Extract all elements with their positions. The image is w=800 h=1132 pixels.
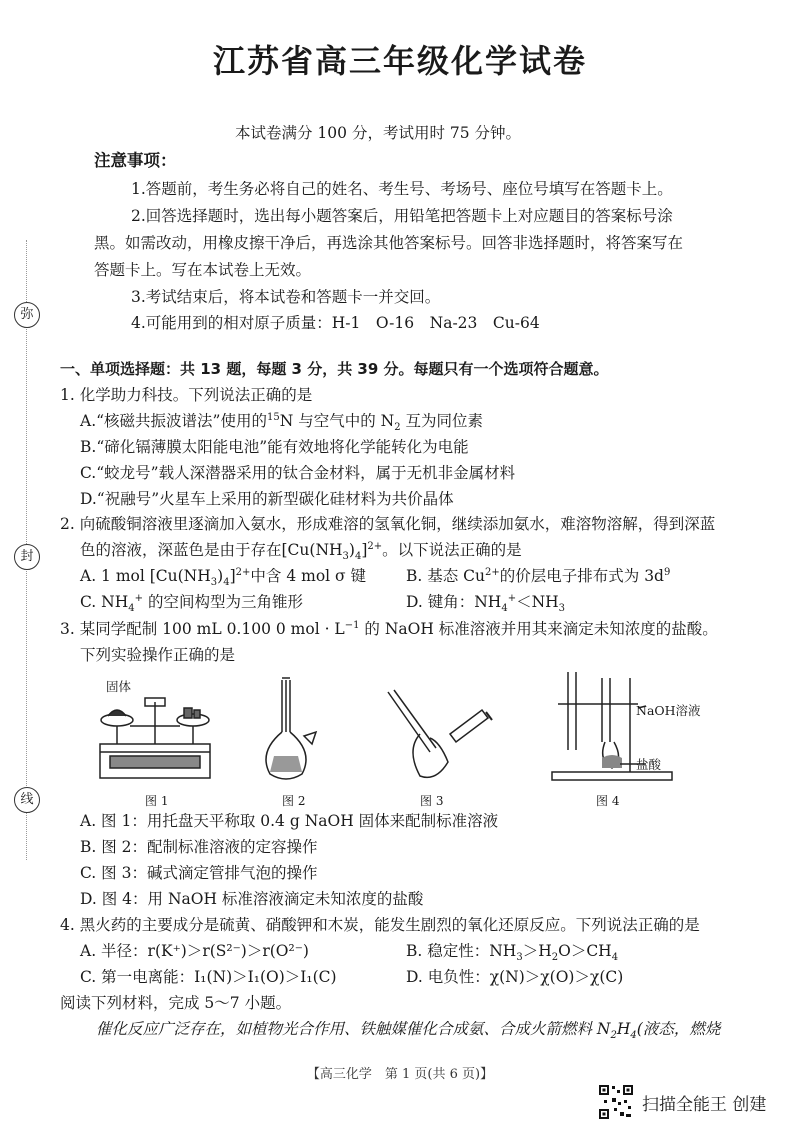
notice-item-1: 1.答题前，考生务必将自己的姓名、考生号、考场号、座位号填写在答题卡上。 [131, 180, 673, 198]
q3-stem-line2: 下列实验操作正确的是 [80, 646, 236, 664]
q1-option-c: C.“蛟龙号”载人深潜器采用的钛合金材料，属于无机非金属材料 [80, 464, 516, 482]
figure-3-burette-operation [388, 690, 492, 777]
q4-option-c: C. 第一电离能：I₁(N)＞I₁(O)＞I₁(C) [80, 968, 337, 986]
figure-1-caption: 图 1 [145, 794, 169, 808]
q2-option-b: B. 基态 $Cu^{2+}$的价层电子排布式为 $3d^9$ [406, 566, 671, 585]
figure-1-solid-label: 固体 [106, 679, 132, 694]
scanner-watermark [598, 1080, 794, 1124]
q2-option-a: A. 1 mol $[Cu(NH_3)_4]^{2+}$中含 4 mol σ 键 [80, 566, 367, 589]
q3-option-c: C. 图 3：碱式滴定管排气泡的操作 [80, 864, 318, 882]
notice-item-2-cont: 黑。如需改动，用橡皮擦干净后，再选涂其他答案标号。回答非选择题时，将答案写在 [94, 234, 684, 252]
exam-intro: 本试卷满分 100 分，考试用时 75 分钟。 [235, 124, 522, 142]
q1-stem: 1. 化学助力科技。下列说法正确的是 [60, 386, 313, 404]
q4-option-d: D. 电负性：χ(N)＞χ(O)＞χ(C) [406, 968, 624, 986]
q3-option-a: A. 图 1：用托盘天平称取 0.4 g NaOH 固体来配制标准溶液 [80, 812, 499, 830]
margin-mark-xian: 线 [14, 787, 40, 813]
scanner-app-label: 扫描全能王 创建 [642, 1094, 767, 1115]
reading-instruction: 阅读下列材料，完成 5～7 小题。 [60, 994, 292, 1012]
margin-mark-feng: 封 [14, 544, 40, 570]
q1-option-d: D.“祝融号”火星车上采用的新型碳化硅材料为共价晶体 [80, 490, 454, 508]
exam-title: 江苏省高三年级化学试卷 [212, 42, 587, 80]
section-heading: 一、单项选择题：共 13 题，每题 3 分，共 39 分。每题只有一个选项符合题意。 [60, 360, 609, 378]
notice-item-2: 2.回答选择题时，选出每小题答案后，用铅笔把答题卡上对应题目的答案标号涂 [131, 207, 673, 225]
page-footer: 【高三化学 第 1 页(共 6 页)】 [306, 1067, 494, 1082]
q2-stem-line2: 色的溶液，深蓝色是由于存在$[Cu(NH_3)_4]^{2+}$。以下说法正确的是 [80, 540, 522, 563]
margin-mark-mi: 弥 [14, 302, 40, 328]
q4-option-b: B. 稳定性：$NH_3>H_2O>CH_4$ [406, 942, 619, 964]
qr-code-icon [598, 1084, 634, 1120]
figure-4-caption: 图 4 [596, 794, 620, 808]
q4-stem: 4. 黑火药的主要成分是硫黄、硝酸钾和木炭，能发生剧烈的氧化还原反应。下列说法正确的是 [60, 916, 700, 934]
notice-item-3: 3.考试结束后，将本试卷和答题卡一并交回。 [131, 288, 441, 306]
figure-3-caption: 图 3 [420, 794, 444, 808]
q3-figures [90, 672, 730, 792]
q4-option-a: A. 半径：r(K⁺)＞r(S²⁻)＞r(O²⁻) [80, 942, 309, 960]
figure-1-balance [100, 698, 210, 778]
notice-heading: 注意事项： [94, 151, 177, 170]
q2-stem-line1: 2. 向硫酸铜溶液里逐滴加入氨水，形成难溶的氢氧化铜，继续添加氨水，难溶物溶解，得到深蓝 [60, 515, 716, 533]
notice-item-2-cont2: 答题卡上。写在本试卷上无效。 [94, 261, 312, 279]
q2-option-c: C. $NH_4^+$ 的空间构型为三角锥形 [80, 592, 303, 615]
figure-2-volumetric-flask [266, 678, 316, 779]
q1-option-b: B.“碲化镉薄膜太阳能电池”能有效地将化学能转化为电能 [80, 438, 469, 456]
q3-option-d: D. 图 4：用 NaOH 标准溶液滴定未知浓度的盐酸 [80, 890, 424, 908]
reading-material: 催化反应广泛存在，如植物光合作用、铁触媒催化合成氨、合成火箭燃料 $N_2H_4$(液态，燃烧 [96, 1020, 721, 1042]
q3-option-b: B. 图 2：配制标准溶液的定容操作 [80, 838, 318, 856]
notice-item-4: 4.可能用到的相对原子质量：H-1 O-16 Na-23 Cu-64 [131, 314, 540, 332]
figure-2-caption: 图 2 [282, 794, 306, 808]
figure-4-hcl-label: 盐酸 [636, 757, 662, 772]
q2-option-d: D. 键角：$NH_4^+<NH_3$ [406, 592, 566, 615]
q1-option-a: A.“核磁共振波谱法”使用的$^{15}$N 与空气中的 $N_2$ 互为同位素 [80, 411, 484, 434]
figure-4-naoh-label: NaOH溶液 [636, 703, 701, 718]
q3-stem-line1: 3. 某同学配制 100 mL 0.100 0 mol · $L^{-1}$ 的 NaOH 标准溶液并用其来滴定未知浓度的盐酸。 [60, 619, 718, 638]
